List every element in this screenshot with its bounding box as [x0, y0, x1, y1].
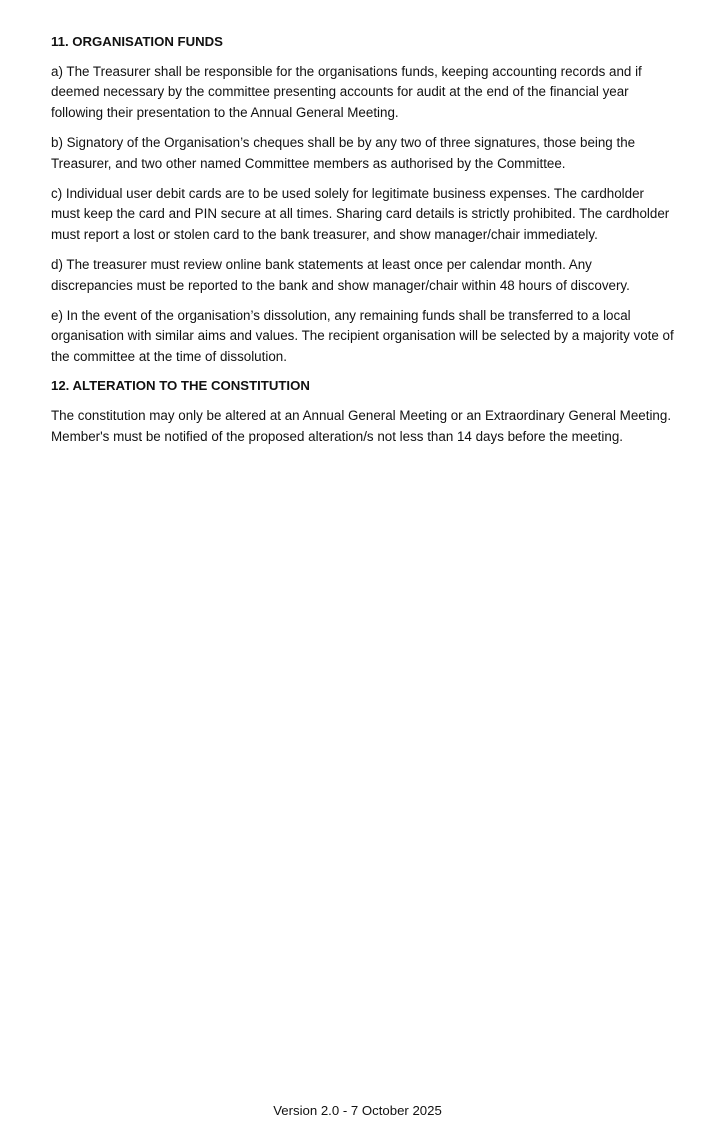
section-heading: 11. ORGANISATION FUNDS [51, 34, 223, 49]
paragraph-e: e) In the event of the organisation’s dissolution, any remaining funds shall be transferred to a local organisation with similar aims and values. The recipient organisation will be selected by a majority vote of the committee at the time of dissolution. [51, 308, 674, 364]
paragraph-a: a) The Treasurer shall be responsible for the organisations funds, keeping accounting records and if deemed necessary by the committee presenting accounts for audit at the end of the financial year following their presentation to the Annual General Meeting. [51, 64, 642, 120]
document-page [51, 33, 675, 457]
paragraph-constitution: The constitution may only be altered at an Annual General Meeting or an Extraordinary General Meeting. Member's must be notified of the proposed alteration/s not less than 14 days before the meeting. [51, 408, 672, 444]
paragraph-c: c) Individual user debit cards are to be used solely for legitimate business expenses. The cardholder must keep the card and PIN secure at all times. Sharing card details is strictly prohibited. The cardholder must report a lost or stolen card to the bank treasurer, and show manager/chair immediately. [51, 186, 670, 242]
paragraph-b: b) Signatory of the Organisation’s cheques shall be by any two of three signatures, those being the Treasurer, and two other named Committee members as authorised by the Committee. [51, 135, 636, 171]
version-footer: Version 2.0 - 7 October 2025 [273, 1103, 442, 1118]
section-heading: 12. ALTERATION TO THE CONSTITUTION [51, 378, 310, 394]
section-alteration-to-constitution [51, 377, 675, 447]
section-organisation-funds [51, 33, 675, 367]
paragraph-d: d) The treasurer must review online bank statements at least once per calendar month. Any discrepancies must be reported to the bank and show manager/chair within 48 hours of discovery. [51, 257, 630, 293]
